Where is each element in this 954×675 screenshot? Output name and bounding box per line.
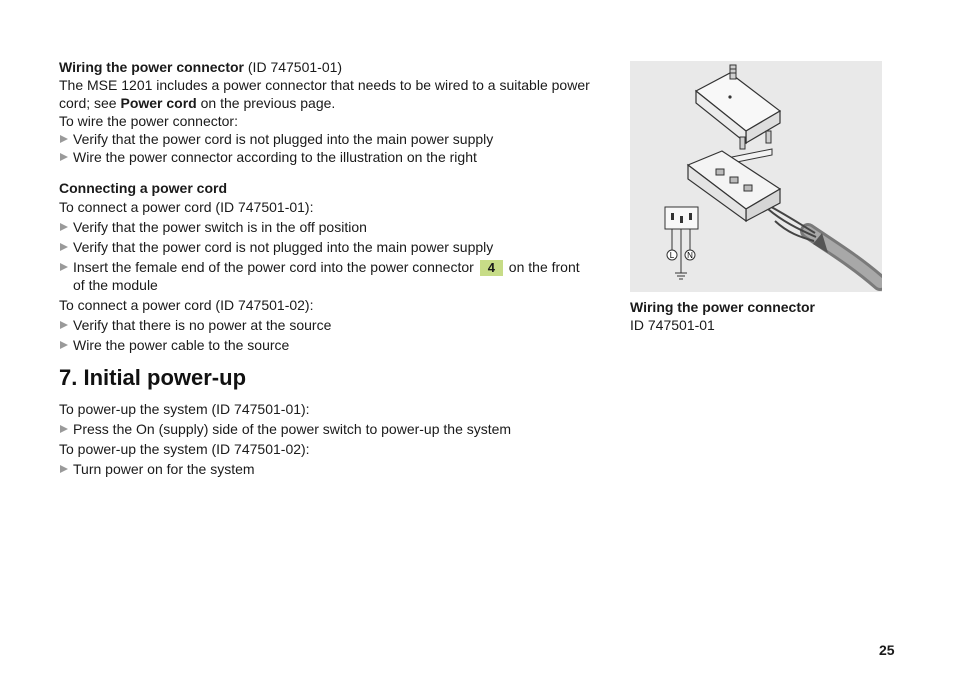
power-cord-reference: Power cord bbox=[120, 95, 197, 111]
page-number: 25 bbox=[879, 642, 895, 658]
pin-label-l: L bbox=[669, 251, 675, 260]
figure-caption-title: Wiring the power connector bbox=[630, 299, 815, 315]
instruction-step: Wire the power connector according to the illustration on the right bbox=[59, 148, 599, 166]
chapter-title: 7. Initial power-up bbox=[59, 365, 247, 390]
figure-column bbox=[630, 61, 882, 334]
instruction-intro: To wire the power connector: bbox=[59, 113, 238, 129]
section-heading-wiring: Wiring the power connector (ID 747501-01) bbox=[59, 59, 343, 75]
instruction-intro: To connect a power cord (ID 747501-01): bbox=[59, 199, 314, 215]
instruction-step: Press the On (supply) side of the power switch to power-up the system bbox=[59, 420, 599, 438]
power-connector-illustration bbox=[630, 61, 882, 292]
step-arrow-icon bbox=[60, 425, 68, 433]
instruction-step: Insert the female end of the power cord into the power connector 4 on the front of the module bbox=[59, 258, 593, 294]
step-arrow-icon bbox=[60, 321, 68, 329]
step-arrow-icon bbox=[60, 341, 68, 349]
step-arrow-icon bbox=[60, 465, 68, 473]
section-heading-connecting: Connecting a power cord bbox=[59, 180, 228, 196]
figure-caption-id: ID 747501-01 bbox=[630, 317, 715, 333]
connector-number-badge: 4 bbox=[480, 260, 503, 276]
section-paragraph: The MSE 1201 includes a power connector that needs to be wired to a suitable power cord; see Power cord on the previous page. bbox=[59, 77, 590, 111]
instruction-step: Turn power on for the system bbox=[59, 460, 599, 478]
step-arrow-icon bbox=[60, 135, 68, 143]
instruction-step: Verify that the power cord is not plugged into the main power supply bbox=[59, 130, 599, 148]
step-arrow-icon bbox=[60, 223, 68, 231]
step-arrow-icon bbox=[60, 243, 68, 251]
instruction-step: Verify that there is no power at the source bbox=[59, 316, 599, 334]
instruction-step: Verify that the power switch is in the off position bbox=[59, 218, 599, 236]
instruction-step: Wire the power cable to the source bbox=[59, 336, 599, 354]
step-arrow-icon bbox=[60, 153, 68, 161]
pin-label-n: N bbox=[687, 251, 693, 260]
instruction-intro: To power-up the system (ID 747501-01): bbox=[59, 401, 310, 417]
instruction-step: Verify that the power cord is not plugged into the main power supply bbox=[59, 238, 599, 256]
step-arrow-icon bbox=[60, 263, 68, 271]
main-text-column bbox=[59, 58, 599, 478]
instruction-intro: To power-up the system (ID 747501-02): bbox=[59, 441, 310, 457]
instruction-intro: To connect a power cord (ID 747501-02): bbox=[59, 297, 314, 313]
